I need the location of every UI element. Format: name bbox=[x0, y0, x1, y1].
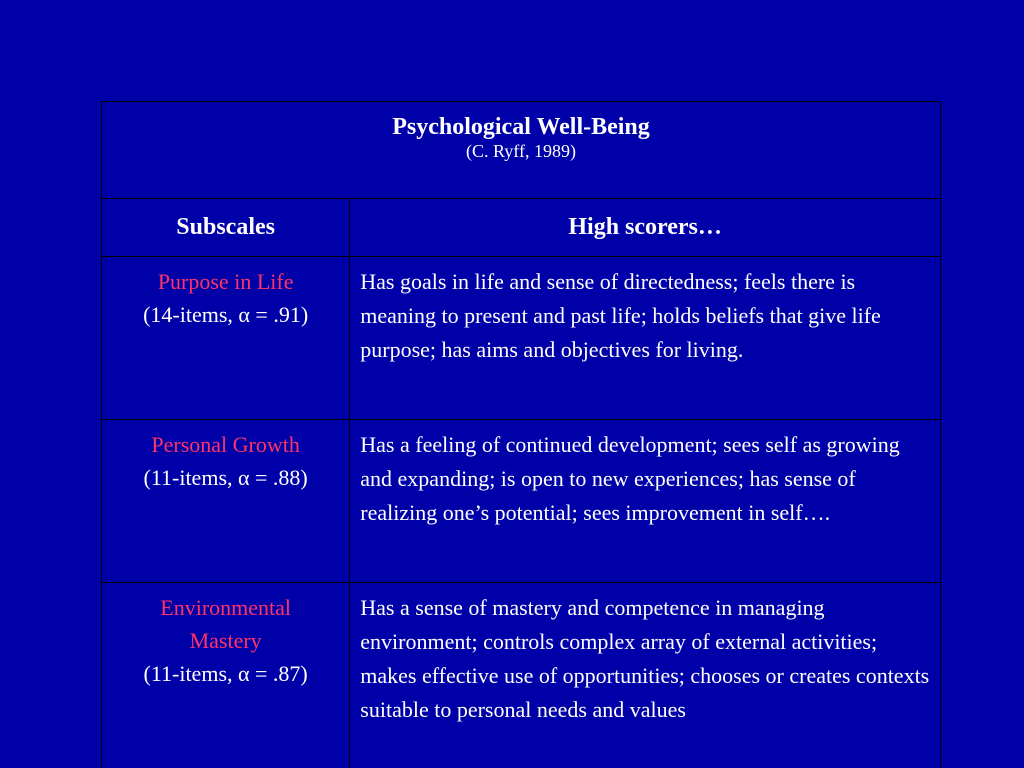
table-citation: (C. Ryff, 1989) bbox=[466, 141, 576, 161]
subscale-cell bbox=[102, 583, 350, 768]
subscale-name: Environmental Mastery bbox=[160, 595, 292, 653]
table-title: Psychological Well-Being bbox=[392, 114, 650, 140]
header-high-scorers: High scorers… bbox=[350, 199, 941, 257]
header-row bbox=[102, 199, 941, 257]
well-being-table bbox=[101, 101, 941, 768]
title-cell bbox=[102, 102, 941, 199]
table-row bbox=[102, 257, 941, 420]
subscale-items: (11-items, α = .87) bbox=[143, 661, 308, 686]
subscale-name: Purpose in Life bbox=[157, 269, 294, 294]
subscale-description: Has a sense of mastery and competence in managing environment; controls complex array of external activities; makes effective use of opportunities; chooses or creates contexts suitable to personal needs and values bbox=[350, 583, 941, 768]
table-row bbox=[102, 420, 941, 583]
subscale-cell bbox=[102, 257, 350, 420]
subscale-name: Personal Growth bbox=[151, 432, 300, 457]
header-subscales: Subscales bbox=[102, 199, 350, 257]
subscale-description: Has a feeling of continued development; sees self as growing and expanding; is open to new experiences; has sense of realizing one’s potential; sees improvement in self…. bbox=[350, 420, 941, 583]
subscale-cell bbox=[102, 420, 350, 583]
subscale-description: Has goals in life and sense of directedness; feels there is meaning to present and past life; holds beliefs that give life purpose; has aims and objectives for living. bbox=[350, 257, 941, 420]
subscale-items: (11-items, α = .88) bbox=[143, 465, 308, 490]
subscale-items: (14-items, α = .91) bbox=[143, 302, 309, 327]
title-row bbox=[102, 102, 941, 199]
table-row bbox=[102, 583, 941, 768]
